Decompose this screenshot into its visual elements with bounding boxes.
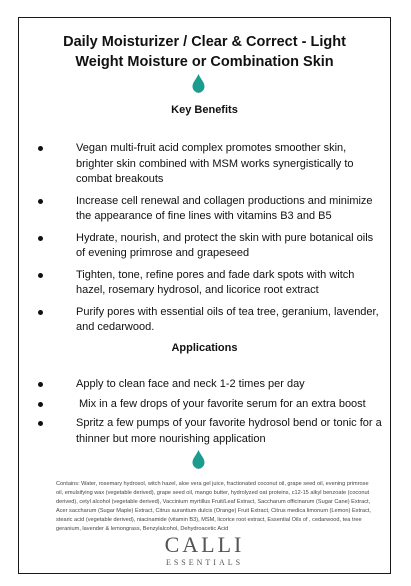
list-item <box>19 141 390 188</box>
list-item <box>19 194 390 225</box>
list-item <box>19 231 390 262</box>
product-title-line-1: Daily Moisturizer / Clear & Correct - Light <box>63 34 346 50</box>
key-benefits-list <box>19 141 390 342</box>
bullet-icon <box>38 421 43 426</box>
list-item <box>19 416 390 447</box>
benefit-text: Purify pores with essential oils of tea tree, geranium, lavender, and cedarwood. <box>76 305 379 333</box>
water-drop-icon <box>192 450 205 469</box>
bullet-icon <box>38 273 43 278</box>
bullet-icon <box>38 236 43 241</box>
product-title <box>19 32 390 72</box>
brand-name: CALLI <box>164 532 245 557</box>
bullet-icon <box>38 310 43 315</box>
brand-logo <box>19 534 390 568</box>
applications-heading: Applications <box>171 342 238 354</box>
benefit-text: Increase cell renewal and collagen productions and minimize the appearance of fine lines with vitamins B3 and B5 <box>76 194 373 222</box>
list-item <box>19 268 390 299</box>
list-item <box>19 377 390 393</box>
bullet-icon <box>38 402 43 407</box>
bullet-icon <box>38 199 43 204</box>
key-benefits-heading: Key Benefits <box>171 104 238 116</box>
benefit-text: Vegan multi-fruit acid complex promotes smoother skin, brighter skin combined with MSM works synergistically to combat breakouts <box>76 142 354 185</box>
benefit-text: Tighten, tone, refine pores and fade dark spots with witch hazel, rosemary hydrosol, and licorice root extract <box>76 268 355 296</box>
bullet-icon <box>38 146 43 151</box>
ingredients-text: Contains: Water, rosemary hydrosol, witch hazel, aloe vera gel juice, fractionated coconut oil, grape seed oil, evening primrose oil, emulsifying wax (vegetable derived), grape seed oil, mango butter, hydrolyzed oat proteins, c12-15 alkyl benzoate (coconut derived), cetyl alcohol (vegetable derived), Vaccinium myrtillus Fruit/Leaf Extract, Saccharum officinarum (Sugar Cane) Extract, Acer saccharum (Sugar Maple) Extract, Citrus aurantium dulcis (Orange) Fruit Extract, Citrus medica limonum (Lemon) Extract, stearic acid (vegetable derived), niacinamide (vitamin B3), MSM, licorice root extract, Essential Oils of , cedarwood, tea tree geranium, lavender & lemongrass, Benzylalcohol, Dehydroacetic Acid <box>56 481 371 532</box>
water-drop-icon <box>192 74 205 93</box>
list-item <box>19 305 390 336</box>
list-item <box>19 397 390 413</box>
bullet-icon <box>38 382 43 387</box>
application-text: Apply to clean face and neck 1-2 times per day <box>76 378 305 390</box>
benefit-text: Hydrate, nourish, and protect the skin with pure botanical oils of evening primrose and grapeseed <box>76 231 374 259</box>
brand-tagline: ESSENTIALS <box>165 558 244 567</box>
product-info-card <box>18 17 391 574</box>
applications-list <box>19 377 390 451</box>
application-text: Mix in a few drops of your favorite serum for an extra boost <box>79 397 366 410</box>
product-title-line-2: Weight Moisture or Combination Skin <box>75 54 334 70</box>
application-text: Spritz a few pumps of your favorite hydrosol bend or tonic for a thinner but more nourishing application <box>76 417 382 445</box>
